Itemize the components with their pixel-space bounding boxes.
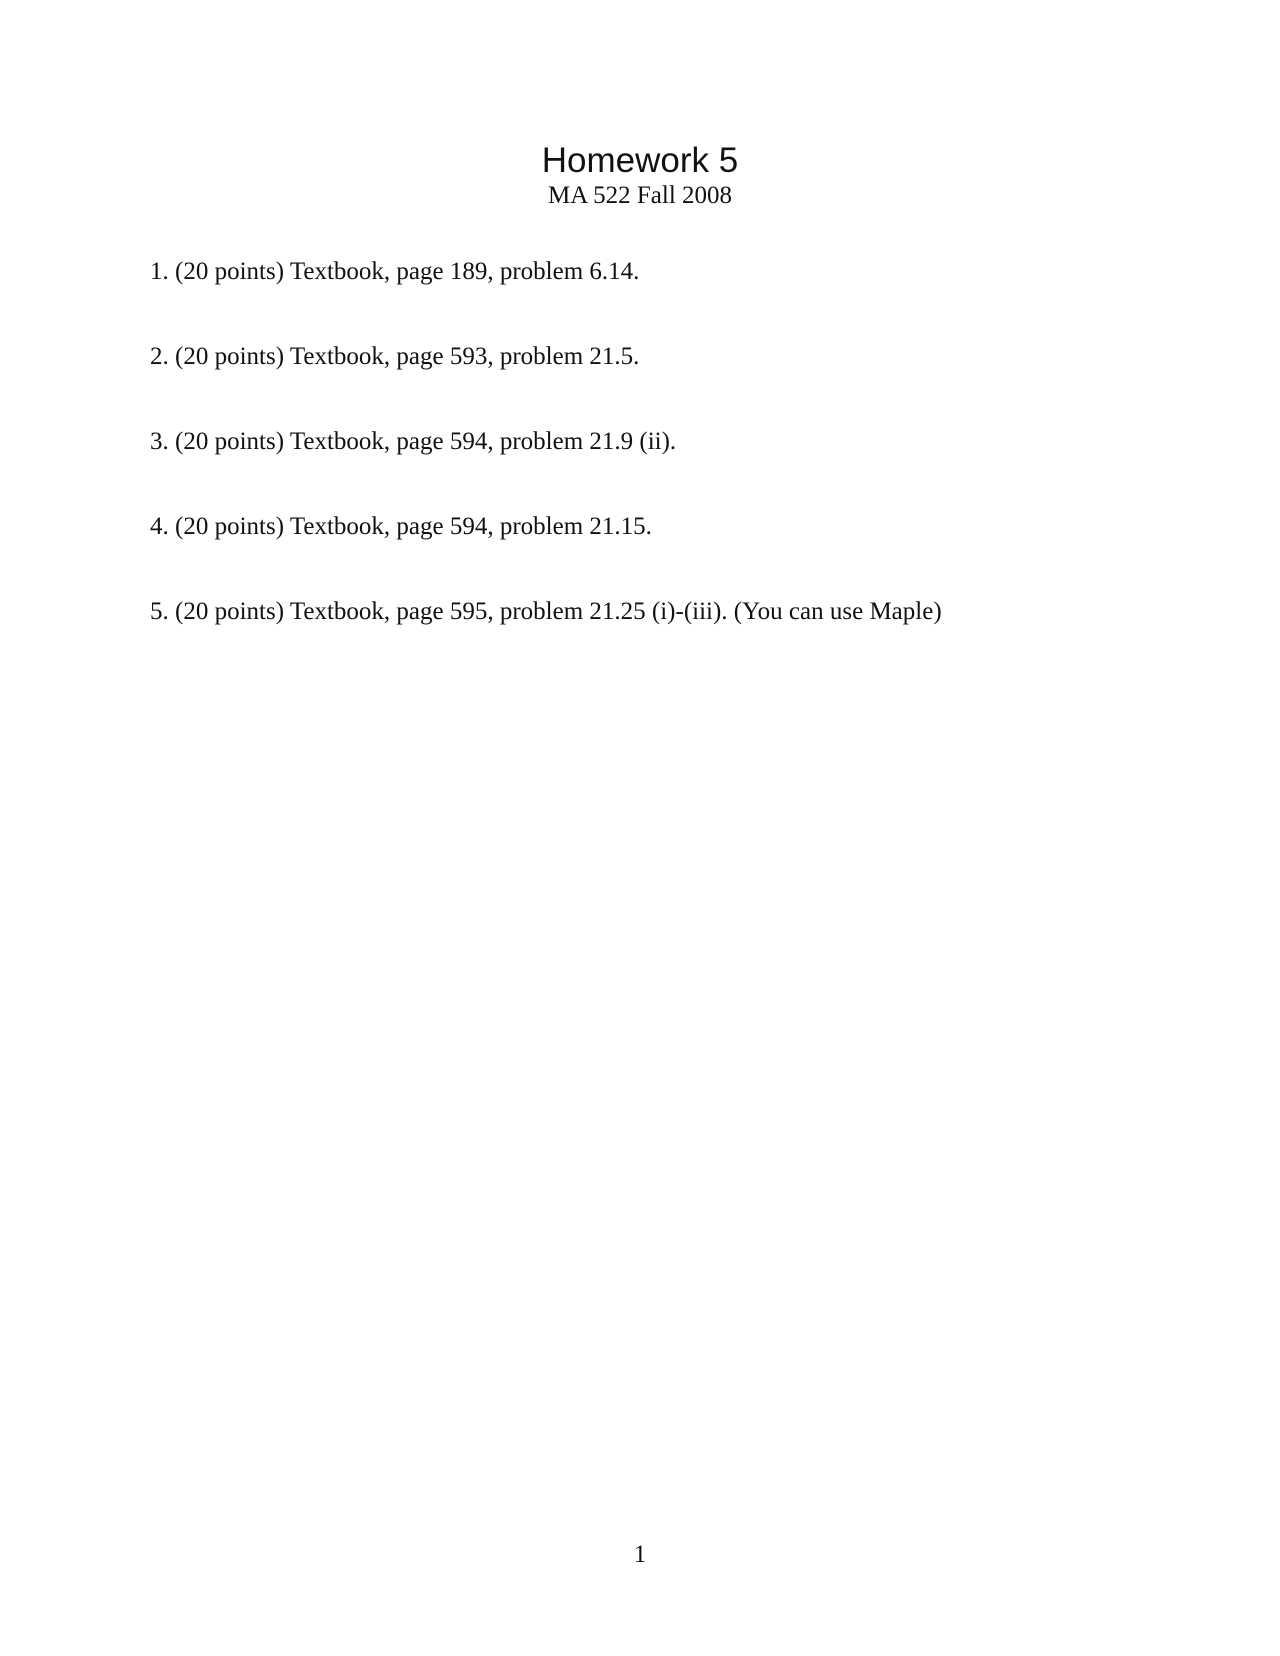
- document-title: Homework 5: [541, 141, 739, 180]
- document-subtitle: MA 522 Fall 2008: [547, 182, 733, 209]
- problem-item-2: 2. (20 points) Textbook, page 593, problem 21.5.: [150, 343, 640, 370]
- page-number: 1: [633, 1541, 647, 1568]
- problem-item-5: 5. (20 points) Textbook, page 595, problem 21.25 (i)-(iii). (You can use Maple): [150, 598, 942, 625]
- problem-list: [150, 257, 942, 682]
- problem-item-4: 4. (20 points) Textbook, page 594, problem 21.15.: [150, 513, 652, 540]
- problem-item-3: 3. (20 points) Textbook, page 594, problem 21.9 (ii).: [150, 428, 677, 455]
- problem-item-1: 1. (20 points) Textbook, page 189, problem 6.14.: [150, 258, 640, 285]
